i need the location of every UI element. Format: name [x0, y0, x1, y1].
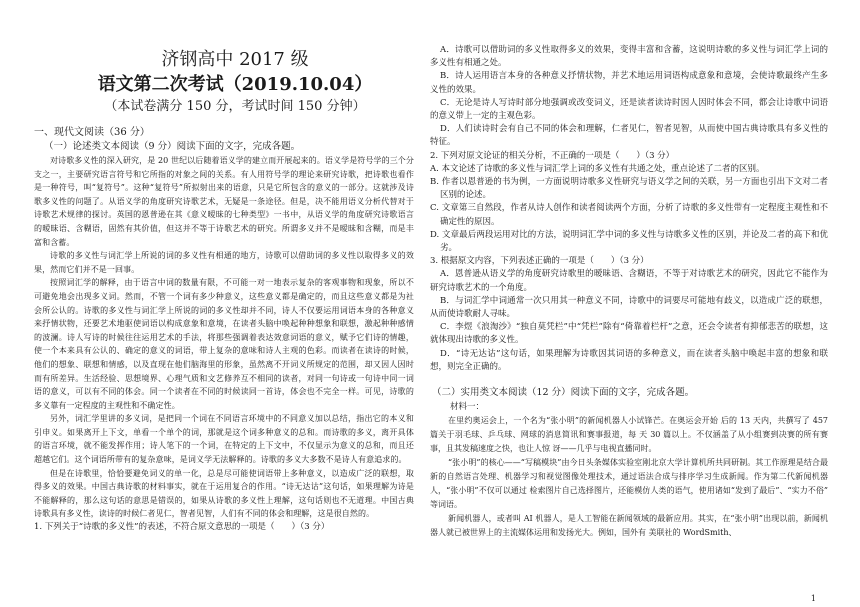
- subsection-heading: （一）论述类文本阅读（9 分）阅读下面的文字，完成各题。: [44, 141, 301, 152]
- q2-option-c: C. 文章第三自然段，作者从诗人创作和读者阅读两个方面，分析了诗歌的多义性带有一定程度主观性和不确定性的原因。: [430, 203, 828, 227]
- school-title: 济钢高中 2017 级: [161, 49, 309, 70]
- passage-paragraph: 另外，词汇学里讲的多义词，是把同一个词在不同语言环境中的不同意义加以总结，指出它的本义和引申义。如果离开上下文，单看一个单个的词，那就是这个词多种意义的总和。而诗歌的多义，离开具体的语言环境，就不能发挥作用；诗人笔下的一个词，在特定的上下文中，不仅显示为意义的总和，而且还超越它们。这个词语所带有的复杂意味，是词义学无法解释的。诗歌的多义大多数不是诗人有意追求的。: [34, 414, 414, 465]
- passage-paragraph: 对诗歌多义性的深入研究，是 20 世纪以后随着语义学的建立而开展起来的。语义学是符号学的三个分支之一，主要研究语言符号和它所指的对象之间的关系。有人用符号学的理论来研究诗歌，把诗歌也看作是一种符号，叫“复符号”。这种“复符号”所拟射出来的语意，只是它所包含的意义的一部分。这就涉及诗歌多义性的问题了。从语义学的角度研究诗歌艺术，无疑是一条途径。但是，决不能用语义分析代替对于诗歌艺术规律的探讨。英国的恩普逊在其《意义暧昧的七种类型》一书中，从语义学的角度研究诗歌语言的暧昧语、含糊语，固然有其价值，但这并不等于诗歌艺术的研究。所谓多义并不是暧昧和含糊，而是丰富和含蓄。: [34, 156, 414, 247]
- question-1: 1. 下列关于“诗歌的多义性”的表述，不符合原文意思的一项是（ ）（3 分）: [34, 522, 330, 533]
- passage-paragraph: 按照词汇学的解释，由于语言中词的数量有限，不可能一对一地表示复杂的客观事物和现象，所以不可避免地会出现多义词。然而，不管一个词有多少种意义，这些意义都是确定的，而且这些意义都是为社会所公认的。诗歌的多义性与词汇学上所说的词的多义性却并不同，诗人不仅要运用词语本身的各种意义来抒情状物，还要艺术地驱使词语以构成意象和意境，在读者头脑中唤起种种想象和联想，激起种种感情的波澜。诗人写诗的时候往往运用艺术的手法，将那些强调着表达效意词语的意义，赋予它们诗的情趣，使一个本来具有公认的、确定的意义的词语，带上复杂的意味和诗人主观的色彩。而读者在读诗的时候，他们的想象、联想和情感，以及直现在他们脑海里的形象，虽然离不开词义所规定的范围，却又因人因时而有所差异。生活经验、思想境界、心理气质和文艺修养互不相同的读者，对同一句诗或一句诗中同一词语的意义，可以有不同的体会。同一个读者在不同的时候读同一首诗，体会也不完全一样。可见，诗歌的多义靠有一定程度的主观性和不确定性。: [34, 278, 414, 410]
- q3-option-a: A．恩普逊从语义学的角度研究诗歌里的暧昧语、含糊语，不等于对诗歌艺术的研究，因此它不能作为研究诗歌艺术的一个角度。: [430, 269, 828, 293]
- passage-paragraph: “张小明”的核心——“写稿模块”由今日头条媒体实验室刚北京大学计算机所共同研制。其工作原理是结合最新的自然语言处理、机器学习和视觉图像处理技术，通过语法合成与排序学习生成新闻。作为第二代新闻机器人，“张小明”不仅可以通过 检索图片自己选择图片，还能模仿人类的语气，使用诸如“发到了最后”、“实力不俗” 等词语。: [430, 458, 828, 510]
- material-label: 材料一：: [450, 402, 485, 413]
- section-heading: 一、现代文阅读（36 分）: [34, 127, 150, 138]
- q1-option-c: C．无论是诗人写诗时部分地强调或改变词义，还是读者读诗时因人因时体会不同，都会让诗歌中词语的意义带上一定的主观色彩。: [430, 97, 828, 122]
- q3-option-d: D．“诗无达诂”这句话，如果理解为诗歌因其词语的多种意义，而在读者头脑中唤起丰富的想象和联想，则完全正确的。: [430, 348, 828, 372]
- q1-option-d: D．人们读诗时会有自己不同的体会和理解，仁者见仁，智者见智，从而使中国古典诗歌具有多义性的特征。: [430, 124, 828, 148]
- exam-subtitle: （本试卷满分 150 分，考试时间 150 分钟）: [104, 99, 366, 114]
- passage-paragraph: 新闻机器人，或者叫 AI 机器人，是人工智能在新闻领域的最新应用。其实，在“张小明”出现以前，新闻机器人就已被世界上的主流媒体运用和发扬光大。例如，国外有 美联社的 WordSmith、: [430, 514, 828, 538]
- q2-option-b: B. 作者以恩普逊的书为例，一方面说明诗歌多义性研究与语义学之间的关联，另一方面也引出下文对二者区别的论述。: [430, 177, 828, 201]
- question-3: 3. 根据原文内容，下列表述正确的一项是（ ）（3 分）: [430, 256, 649, 267]
- q1-option-a: A．诗歌可以借助词的多义性取得多义的效果，变得丰富和含蓄，这说明诗歌的多义性与词汇学上词的多义性有相通之处。: [430, 45, 828, 69]
- q3-option-b: B．与词汇学中词通常一次只用其一种意义不同，诗歌中的词要尽可能地有歧义，以造成广泛的联想，从而使诗歌耐人寻味。: [430, 295, 828, 320]
- q1-option-b: B．诗人运用语言本身的各种意义抒情状物，并艺术地运用词语构成意象和意境，会使诗歌最终产生多义性的效果。: [430, 71, 828, 95]
- exam-title: 语文第二次考试（2019.10.04）: [97, 74, 373, 95]
- left-column: [34, 38, 414, 534]
- question-2: 2. 下列对原文论证的相关分析，不正确的一项是（ ）（3 分）: [430, 150, 675, 161]
- subsection-heading: （二）实用类文本阅读（12 分）阅读下面的文字，完成各题。: [432, 387, 695, 399]
- passage-paragraph: 但是在诗歌里，恰恰要避免词义的单一化，总是尽可能使词语带上多种意义，以造成广泛的联想，取得多义的效果。中国古典诗歌的材料事实，就在于运用复合的作用。“诗无达诂”这句话，如果理解为诗是不能解释的，那么这句话的意思是错误的，如果从诗歌的多义性上理解，这句话则也不无道理。中国古典诗歌具有多义性，读诗的时候仁者见仁，智者见智，人们有不同的体会和理解，这是很自然的。: [34, 468, 414, 519]
- page-number: 1: [810, 594, 816, 603]
- passage-paragraph: 在里约奥运会上，一个名为“张小明”的新闻机器人小试锋芒。在奥运会开始 后的 13 天内，共撰写了 457 篇关于羽毛球、乒乓球、网球的消息简讯和赛事报道，每 天 30 篇以上。不仅涵盖了从小组赛到决赛的所有赛事，且其发稿速度之快，也让人惊 讶——几乎与电视直播同时。: [430, 416, 828, 454]
- right-column: [430, 44, 828, 540]
- passage-paragraph: 诗歌的多义性与词汇学上所说的词的多义性有相通的地方，诗歌可以借助词的多义性以取得多义的效果，然而它们并不是一回事。: [34, 251, 414, 274]
- q3-option-c: C．李煜《浪淘沙》“独自莫凭栏”中“凭栏”除有“倚靠着栏杆”之意，还会令读者有抑郁悲苦的联想，这就体现出诗歌的多义性。: [430, 322, 828, 346]
- q2-option-d: D. 文章最后两段运用对比的方法，说明词汇学中词的多义性与诗歌多义性的区别，并论及二者的高下和优劣。: [430, 229, 828, 254]
- q2-option-a: A. 本文论述了诗歌的多义性与词汇学上词的多义性有共通之处，重点论述了二者的区别。: [430, 163, 765, 174]
